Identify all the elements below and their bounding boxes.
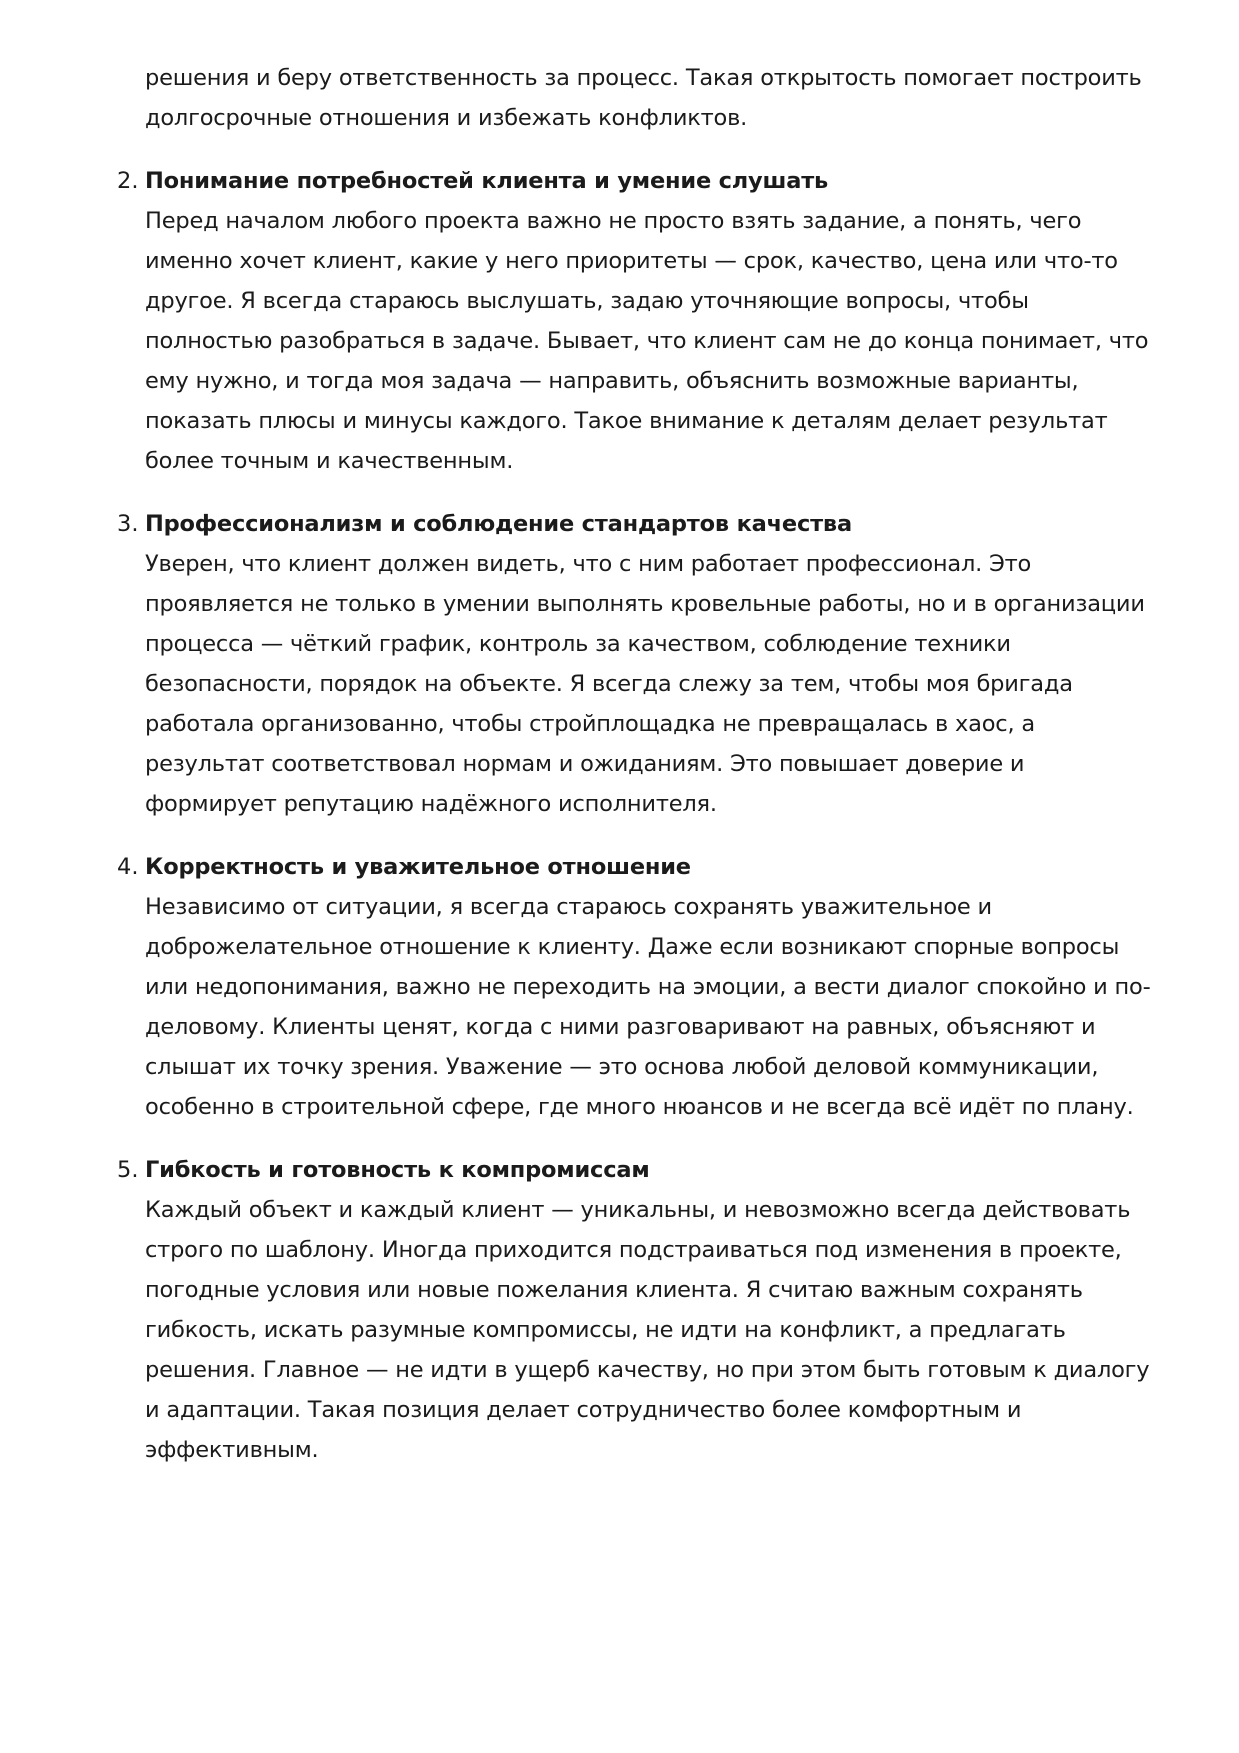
list-item (117, 504, 1155, 824)
list-item (117, 1150, 1155, 1470)
list-item-body: Перед началом любого проекта важно не просто взять задание, а понять, чего именно хочет клиент, какие у него приоритеты — срок, качество, цена или что-то другое. Я всегда стараюсь выслушать, задаю уточняющие вопросы, чтобы полностью разобраться в задаче. Бывает, что клиент сам не до конца понимает, что ему нужно, и тогда моя задача — направить, объяснить возможные варианты, показать плюсы и минусы каждого. Такое внимание к деталям делает результат более точным и качественным. (145, 208, 1149, 474)
list-item-title: Понимание потребностей клиента и умение слушать (145, 168, 829, 194)
list-item-number: 3. (117, 511, 139, 537)
intro-paragraph: решения и беру ответственность за процесс. Такая открытость помогает построить долгосрочные отношения и избежать конфликтов. (145, 65, 1142, 131)
list-item-title: Корректность и уважительное отношение (145, 854, 691, 880)
document-content (117, 58, 1155, 1470)
list-item (117, 161, 1155, 481)
list-item-title: Гибкость и готовность к компромиссам (145, 1157, 650, 1183)
list-item-body: Уверен, что клиент должен видеть, что с ним работает профессионал. Это проявляется не только в умении выполнять кровельные работы, но и в организации процесса — чёткий график, контроль за качеством, соблюдение техники безопасности, порядок на объекте. Я всегда слежу за тем, чтобы моя бригада работала организованно, чтобы стройплощадка не превращалась в хаос, а результат соответствовал нормам и ожиданиям. Это повышает доверие и формирует репутацию надёжного исполнителя. (145, 551, 1145, 817)
list-item (117, 847, 1155, 1127)
list-item-number: 5. (117, 1157, 139, 1183)
list-item-body: Каждый объект и каждый клиент — уникальны, и невозможно всегда действовать строго по шаблону. Иногда приходится подстраиваться под изменения в проекте, погодные условия или новые пожелания клиента. Я считаю важным сохранять гибкость, искать разумные компромиссы, не идти на конфликт, а предлагать решения. Главное — не идти в ущерб качеству, но при этом быть готовым к диалогу и адаптации. Такая позиция делает сотрудничество более комфортным и эффективным. (145, 1197, 1150, 1463)
list-item-body: Независимо от ситуации, я всегда стараюсь сохранять уважительное и доброжелательное отношение к клиенту. Даже если возникают спорные вопросы или недопонимания, важно не переходить на эмоции, а вести диалог спокойно и по-деловому. Клиенты ценят, когда с ними разговаривают на равных, объясняют и слышат их точку зрения. Уважение — это основа любой деловой коммуникации, особенно в строительной сфере, где много нюансов и не всегда всё идёт по плану. (145, 894, 1151, 1120)
list-item-number: 4. (117, 854, 139, 880)
list-item-title: Профессионализм и соблюдение стандартов качества (145, 511, 852, 537)
list-item-number: 2. (117, 168, 139, 194)
